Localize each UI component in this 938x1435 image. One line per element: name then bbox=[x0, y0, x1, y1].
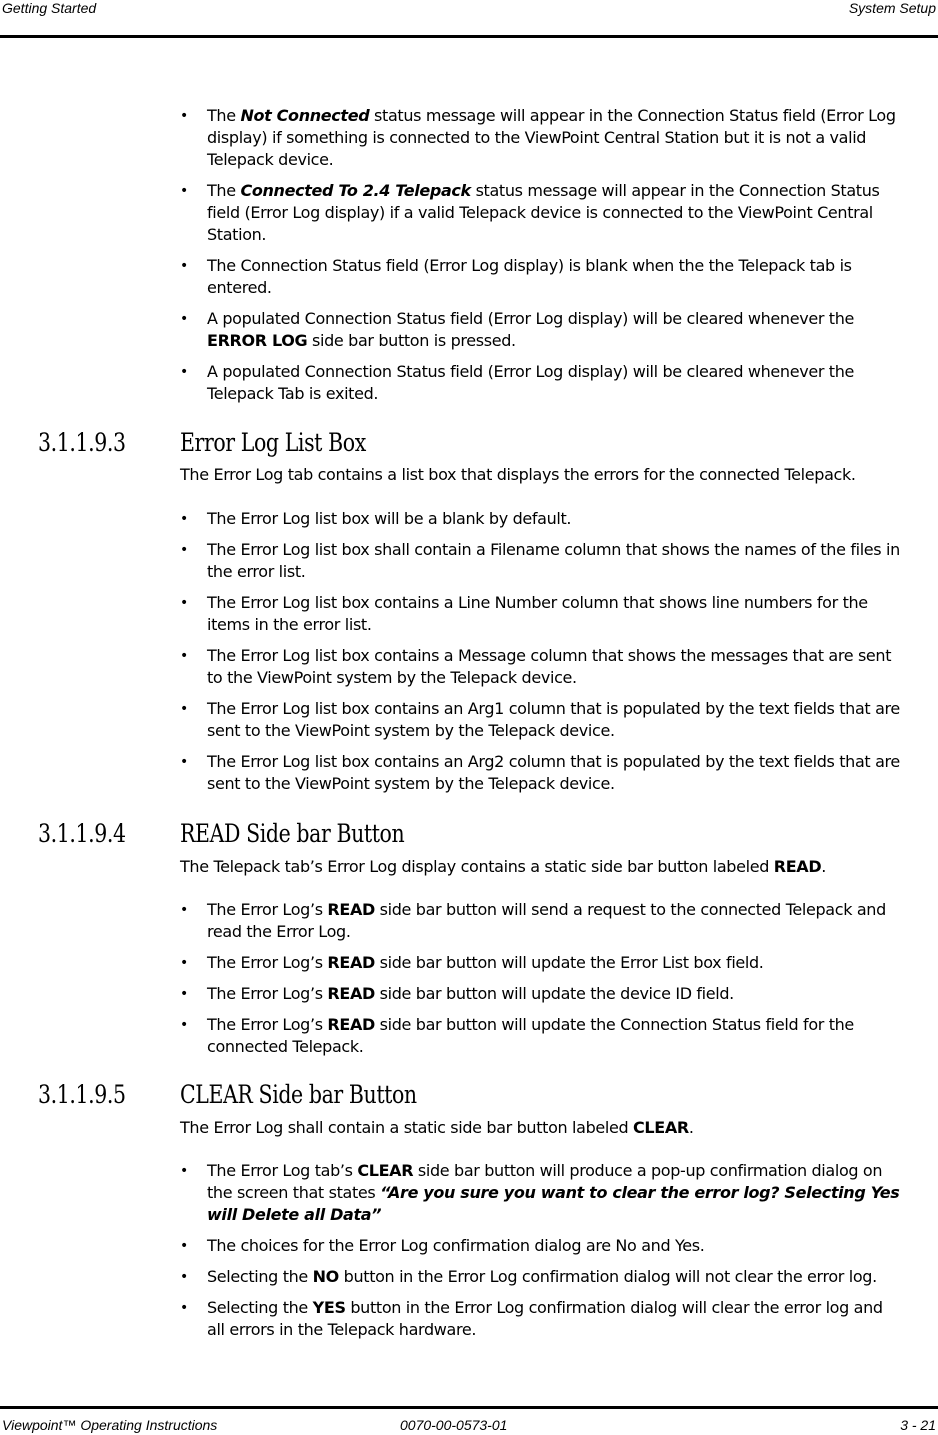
read-button-bullets bbox=[180, 899, 900, 1067]
list-item: • The Error Log list box shall contain a Filename column that shows the names of the files in the error list. bbox=[180, 539, 900, 583]
footer-document-title: Viewpoint™ Operating Instructions bbox=[2, 1417, 218, 1433]
running-footer bbox=[0, 1406, 938, 1435]
list-item: • The Not Connected status message will appear in the Connection Status field (Error Log display) if something is connected to the ViewPoint Central Station but it is not a valid Telepack device. bbox=[180, 105, 900, 171]
list-item: • The Error Log’s READ side bar button will send a request to the connected Telepack and read the Error Log. bbox=[180, 899, 900, 943]
list-item: • The Error Log list box contains an Arg1 column that is populated by the text fields that are sent to the ViewPoint system by the Telepack device. bbox=[180, 698, 900, 742]
section-title: CLEAR Side bar Button bbox=[180, 1080, 417, 1109]
section-number: 3.1.1.9.4 bbox=[38, 819, 126, 848]
running-header bbox=[0, 0, 938, 38]
header-chapter: Getting Started bbox=[2, 0, 97, 16]
section-title: Error Log List Box bbox=[180, 428, 366, 457]
list-item: • A populated Connection Status field (Error Log display) will be cleared whenever the ERROR LOG side bar button is pressed. bbox=[180, 308, 900, 352]
list-item: • The Connection Status field (Error Log display) is blank when the the Telepack tab is entered. bbox=[180, 255, 900, 299]
header-section: System Setup bbox=[848, 0, 936, 16]
section-intro: The Telepack tab’s Error Log display contains a static side bar button labeled READ. bbox=[180, 857, 826, 876]
page-number: 3 - 21 bbox=[900, 1417, 936, 1433]
clear-button-bullets bbox=[180, 1160, 900, 1350]
list-item: • The Error Log tab’s CLEAR side bar button will produce a pop-up confirmation dialog on the screen that states “Are you sure you want to clear the error log? Selecting Yes will Delete all Data” bbox=[180, 1160, 900, 1226]
section-intro: The Error Log tab contains a list box that displays the errors for the connected Telepack. bbox=[180, 465, 856, 484]
list-item: • The Error Log list box contains an Arg2 column that is populated by the text fields that are sent to the ViewPoint system by the Telepack device. bbox=[180, 751, 900, 795]
list-item: • The Error Log’s READ side bar button will update the device ID field. bbox=[180, 983, 900, 1005]
status-bullet-list bbox=[180, 105, 900, 414]
error-log-list-bullets bbox=[180, 508, 900, 804]
list-item: • The Error Log list box contains a Message column that shows the messages that are sent to the ViewPoint system by the Telepack device. bbox=[180, 645, 900, 689]
section-number: 3.1.1.9.3 bbox=[38, 428, 126, 457]
list-item: • The Connected To 2.4 Telepack status message will appear in the Connection Status field (Error Log display) if a valid Telepack device is connected to the ViewPoint Central Station. bbox=[180, 180, 900, 246]
list-item: • The Error Log list box contains a Line Number column that shows line numbers for the items in the error list. bbox=[180, 592, 900, 636]
footer-part-number: 0070-00-0573-01 bbox=[400, 1417, 508, 1433]
section-title: READ Side bar Button bbox=[180, 819, 405, 848]
list-item: • The choices for the Error Log confirmation dialog are No and Yes. bbox=[180, 1235, 900, 1257]
list-item: • Selecting the NO button in the Error Log confirmation dialog will not clear the error log. bbox=[180, 1266, 900, 1288]
section-number: 3.1.1.9.5 bbox=[38, 1080, 126, 1109]
list-item: • The Error Log’s READ side bar button will update the Connection Status field for the connected Telepack. bbox=[180, 1014, 900, 1058]
list-item: • A populated Connection Status field (Error Log display) will be cleared whenever the Telepack Tab is exited. bbox=[180, 361, 900, 405]
section-intro: The Error Log shall contain a static side bar button labeled CLEAR. bbox=[180, 1118, 694, 1137]
list-item: • Selecting the YES button in the Error Log confirmation dialog will clear the error log and all errors in the Telepack hardware. bbox=[180, 1297, 900, 1341]
list-item: • The Error Log list box will be a blank by default. bbox=[180, 508, 900, 530]
list-item: • The Error Log’s READ side bar button will update the Error List box field. bbox=[180, 952, 900, 974]
